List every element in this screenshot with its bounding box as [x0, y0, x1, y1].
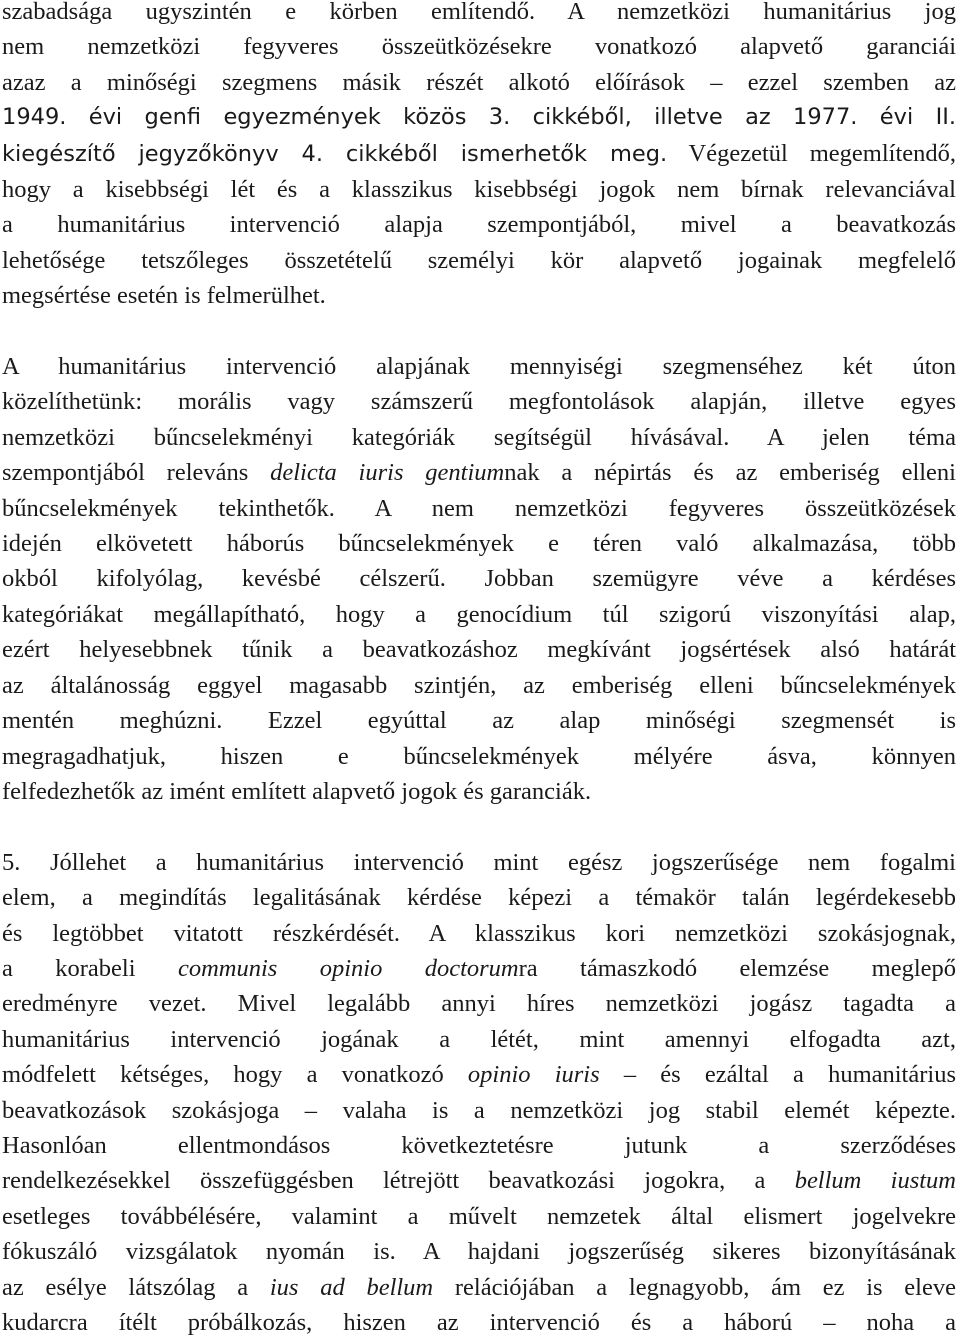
text-line: és legtöbbet vitatott részkérdését. A klasszikus kori nemzetközi szokásjognak, — [2, 919, 956, 947]
text-line: azaz a minőségi szegmens másik részét alkotó előírások – ezzel szemben az — [2, 68, 956, 96]
text-line: eredményre vezet. Mivel legalább annyi híres nemzetközi jogász tagadta a — [2, 990, 956, 1018]
text-line: kategóriákat megállapítható, hogy a genocídium túl szigorú viszonyítási alap, — [2, 600, 956, 628]
paragraph-gap — [2, 809, 956, 844]
text-line — [2, 1270, 956, 1305]
text-line: mentén meghúzni. Ezzel egyúttal az alap minőségi szegmensét is — [2, 707, 956, 735]
text-line: a humanitárius intervenció alapja szempontjából, mivel a beavatkozás — [2, 211, 956, 239]
italic-term: ius ad bellum — [269, 1273, 434, 1301]
text-segment: ra támaszkodó elemzése meglepő — [518, 954, 957, 982]
text-segment: – és ezáltal a humanitárius — [599, 1061, 956, 1089]
text-segment: nak a népirtás és az emberiség elleni — [504, 459, 956, 487]
text-line: nemzetközi bűncselekményi kategóriák segítségül hívásával. A jelen téma — [2, 423, 956, 451]
text-line: beavatkozások szokásjoga – valaha is a nemzetközi jog stabil elemét képezte. — [2, 1096, 956, 1124]
text-segment: rendelkezésekkel összefüggésben létrejött beavatkozási jogokra, a — [2, 1167, 795, 1195]
text-line — [2, 1163, 956, 1198]
text-line: közelíthetünk: morális vagy számszerű megfontolások alapján, illetve egyes — [2, 388, 956, 416]
text-segment: kiegészítő jegyzőkönyv 4. cikkéből ismerhetők meg. — [2, 140, 668, 167]
paragraph — [2, 0, 956, 314]
text-line: esetleges továbbélésére, valamint a művelt nemzetek által elismert jogelvekre — [2, 1202, 956, 1230]
text-segment: Végezetül megemlítendő, — [667, 139, 956, 167]
text-line: az általánosság eggyel magasabb szintjén, az emberiség elleni bűncselekmények — [2, 671, 956, 699]
paragraph — [2, 845, 956, 1341]
text-line: bűncselekmények tekinthetők. A nem nemzetközi fegyveres összeütközések — [2, 494, 956, 522]
text-line — [2, 455, 956, 490]
text-line: lehetősége tetszőleges összetételű személyi kör alapvető jogainak megfelelő — [2, 246, 956, 274]
italic-term: communis opinio doctorum — [177, 954, 519, 982]
text-line: okból kifolyólag, kevésbé célszerű. Jobban szemügyre véve a kérdéses — [2, 565, 956, 593]
paragraph-gap — [2, 314, 956, 349]
text-segment: relációjában a legnagyobb, ám ez is eleve — [433, 1273, 956, 1301]
text-line: megsértése esetén is felmerülhet. — [2, 282, 326, 310]
text-segment: módfelett kétséges, hogy a vonatkozó — [2, 1061, 468, 1089]
document-page — [2, 0, 956, 1340]
text-line: Hasonlóan ellentmondásos következtetésre jutunk a szerződéses — [2, 1131, 956, 1159]
text-line: 1949. évi genfi egyezmények közös 3. cikkéből, illetve az 1977. évi II. — [2, 104, 956, 131]
text-line — [2, 1057, 956, 1092]
text-line: kudarcra ítélt próbálkozás, hiszen az intervenció és a háború – noha a — [2, 1309, 956, 1336]
text-segment: a korabeli — [2, 954, 178, 982]
italic-term: delicta iuris gentium — [270, 459, 505, 487]
text-line — [2, 136, 956, 172]
text-line: humanitárius intervenció jogának a létét, mint amennyi elfogadta azt, — [2, 1025, 956, 1053]
text-line: idején elkövetett háborús bűncselekmények e téren való alkalmazása, több — [2, 530, 956, 558]
text-line: nem nemzetközi fegyveres összeütközésekre vonatkozó alapvető garanciái — [2, 33, 956, 61]
paragraph — [2, 349, 956, 809]
text-line: fókuszáló vizsgálatok nyomán is. A hajdani jogszerűség sikeres bizonyításának — [2, 1238, 956, 1266]
text-segment: szempontjából releváns — [2, 459, 271, 487]
text-line: hogy a kisebbségi lét és a klasszikus kisebbségi jogok nem bírnak relevanciával — [2, 176, 956, 204]
text-line: A humanitárius intervenció alapjának mennyiségi szegmenséhez két úton — [2, 353, 956, 381]
text-line: ezért helyesebbnek tűnik a beavatkozáshoz megkívánt jogsértések alsó határát — [2, 636, 956, 664]
italic-term: bellum iustum — [794, 1167, 956, 1195]
text-line: 5. Jóllehet a humanitárius intervenció mint egész jogszerűsége nem fogalmi — [2, 848, 956, 876]
text-line: felfedezhetők az imént említett alapvető jogok és garanciák. — [2, 777, 592, 805]
text-segment: az esélye látszólag a — [2, 1273, 270, 1301]
italic-term: opinio iuris — [467, 1061, 600, 1089]
text-line — [2, 951, 956, 986]
text-line: szabadsága ugyszintén e körben említendő. A nemzetközi humanitárius jog — [2, 0, 956, 25]
text-line: elem, a megindítás legalitásának kérdése képezi a témakör talán legérdekesebb — [2, 884, 956, 912]
text-line: megragadhatjuk, hiszen e bűncselekmények mélyére ásva, könnyen — [2, 742, 956, 770]
